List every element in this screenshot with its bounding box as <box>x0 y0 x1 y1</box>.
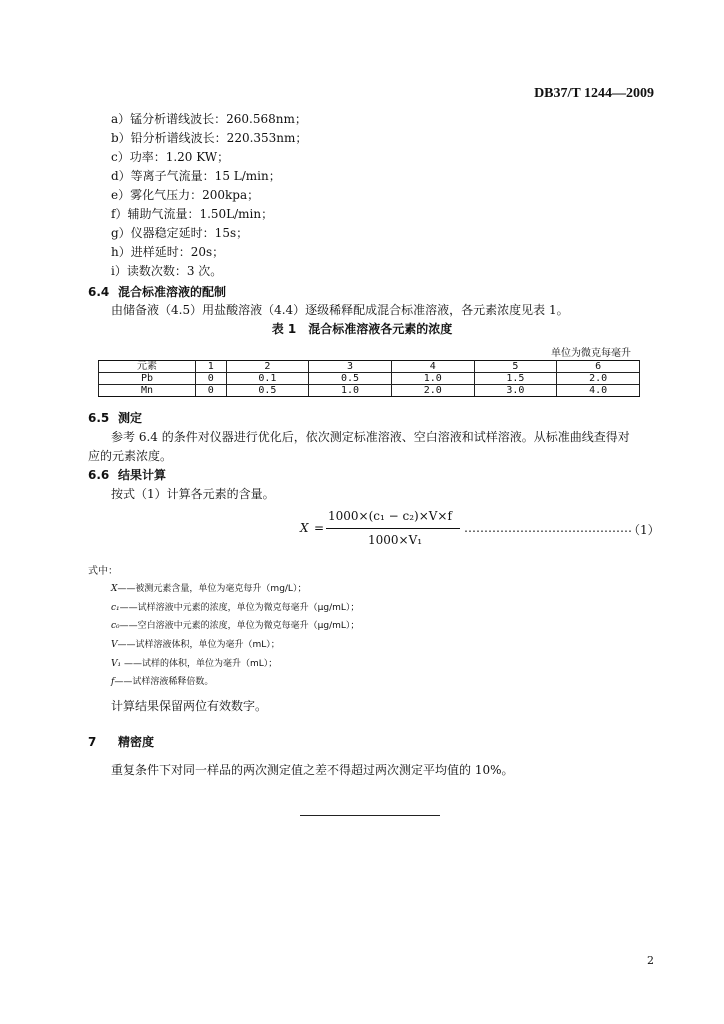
section-number: 6.4 <box>88 285 110 299</box>
where-description: ——试样溶液体积，单位为毫升（mL）； <box>117 640 280 650</box>
where-item <box>111 656 277 669</box>
where-intro: 式中： <box>88 566 118 577</box>
table-cell: 3.0 <box>474 385 557 397</box>
table-cell: 4.0 <box>557 385 640 397</box>
paragraph-6-5-line1: 参考 6.4 的条件对仪器进行优化后，依次测定标准溶液、空白溶液和试样溶液。从标准曲线查得对 <box>111 430 630 444</box>
condition-item: g）仪器稳定延时：15s； <box>111 226 249 240</box>
table-header-cell: 2 <box>226 361 309 373</box>
table-caption: 表 1 混合标准溶液各元素的浓度 <box>271 322 453 336</box>
section-title: 精密度 <box>118 735 155 749</box>
where-item <box>111 600 359 613</box>
table-header-cell: 元素 <box>99 361 196 373</box>
table-cell: 0.5 <box>309 373 392 385</box>
where-item <box>111 618 359 631</box>
page-number: 2 <box>647 954 654 967</box>
table-row <box>99 385 640 397</box>
section-title: 混合标准溶液的配制 <box>118 285 227 299</box>
formula-numerator: 1000×(c₁ − c₂)×V×f <box>328 509 452 523</box>
table-header-cell: 6 <box>557 361 640 373</box>
formula-denominator: 1000×V₁ <box>368 533 423 547</box>
condition-item: e）雾化气压力：200kpa； <box>111 188 260 202</box>
where-symbol: V₁ <box>111 659 122 669</box>
section-title: 测定 <box>118 411 143 425</box>
paragraph-7: 重复条件下对同一样品的两次测定值之差不得超过两次测定平均值的 10%。 <box>111 763 514 777</box>
paragraph-6-5-line2: 应的元素浓度。 <box>88 449 173 463</box>
condition-item: c）功率：1.20 KW； <box>111 150 230 164</box>
condition-item: h）进样延时：20s； <box>111 245 225 259</box>
section-number: 7 <box>88 735 97 749</box>
table-header-cell: 1 <box>196 361 227 373</box>
fraction-bar <box>326 528 460 529</box>
table-cell: Pb <box>99 373 196 385</box>
section-heading-6-5 <box>88 409 142 426</box>
result-note: 计算结果保留两位有效数字。 <box>111 699 268 713</box>
section-heading-7 <box>88 733 154 750</box>
table-header-cell: 3 <box>309 361 392 373</box>
end-rule <box>300 815 440 816</box>
table-cell: 0 <box>196 385 227 397</box>
table-cell: 1.5 <box>474 373 557 385</box>
condition-item: d）等离子气流量：15 L/min； <box>111 169 281 183</box>
table-cell: Mn <box>99 385 196 397</box>
where-item <box>111 637 280 650</box>
where-description: ——空白溶液中元素的浓度，单位为微克每毫升（μg/mL）； <box>119 621 360 631</box>
table-cell: 0.5 <box>226 385 309 397</box>
table-cell: 0 <box>196 373 227 385</box>
concentration-table <box>98 360 640 397</box>
table-unit: 单位为微克每毫升 <box>551 348 631 359</box>
section-number: 6.5 <box>88 411 110 425</box>
table-cell: 0.1 <box>226 373 309 385</box>
where-symbol: V <box>111 640 118 650</box>
condition-item: b）铅分析谱线波长：220.353nm； <box>111 131 308 145</box>
formula-number: （1） <box>628 523 660 537</box>
formula-leader-dots: …………………………………… <box>464 521 632 535</box>
table-row <box>99 373 640 385</box>
where-description: ——试样溶液中元素的浓度，单位为微克每毫升（μg/mL）； <box>119 603 360 613</box>
document-code: DB37/T 1244—2009 <box>534 86 654 101</box>
table-cell: 2.0 <box>557 373 640 385</box>
section-title: 结果计算 <box>118 468 167 482</box>
where-item <box>111 674 213 687</box>
where-description: ——被测元素含量，单位为毫克每升（mg/L）； <box>117 584 307 594</box>
where-description: ——试样溶液稀释倍数。 <box>114 677 214 687</box>
table-header-cell: 5 <box>474 361 557 373</box>
where-symbol: f <box>111 677 115 687</box>
where-symbol: X <box>111 584 118 594</box>
where-symbol: c₀ <box>111 621 120 631</box>
condition-item: a）锰分析谱线波长：260.568nm； <box>111 112 307 126</box>
condition-item: f）辅助气流量：1.50L/min； <box>111 207 274 221</box>
paragraph-6-4: 由储备液（4.5）用盐酸溶液（4.4）逐级稀释配成混合标准溶液，各元素浓度见表 1。 <box>111 303 569 317</box>
section-heading-6-6 <box>88 466 166 483</box>
formula-equals: = <box>314 521 325 535</box>
table-cell: 2.0 <box>391 385 474 397</box>
table-cell: 1.0 <box>309 385 392 397</box>
formula-1 <box>290 507 690 551</box>
condition-item: i）读数次数：3 次。 <box>111 264 223 278</box>
where-description: ——试样的体积，单位为毫升（mL）； <box>121 659 278 669</box>
where-symbol: c₁ <box>111 603 120 613</box>
table-header-row <box>99 361 640 373</box>
table-cell: 1.0 <box>391 373 474 385</box>
section-heading-6-4 <box>88 283 226 300</box>
section-number: 6.6 <box>88 468 110 482</box>
where-item <box>111 581 306 594</box>
paragraph-6-6: 按式（1）计算各元素的含量。 <box>111 487 275 501</box>
formula-lhs: X <box>300 521 309 535</box>
table-header-cell: 4 <box>391 361 474 373</box>
